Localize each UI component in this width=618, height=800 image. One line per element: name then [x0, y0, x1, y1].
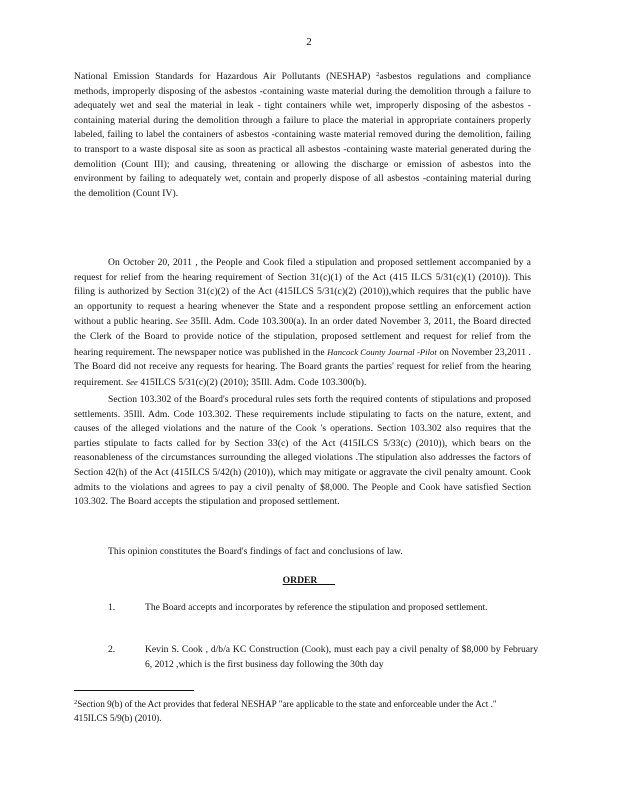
page-number: 2: [306, 36, 312, 48]
footnote-marker: 2: [74, 699, 78, 706]
order-item-text: Kevin S. Cook , d/b/a KC Construction (Cook), must each pay a civil penalty of $8,000 by February 6, 2012 ,which is the first business day following the 30th day: [145, 644, 538, 670]
p4-text: This opinion constitutes the Board's findings of fact and conclusions of law.: [108, 546, 403, 557]
see-citation-1: See: [175, 316, 188, 327]
paragraph-section-103302: [74, 393, 531, 510]
see-citation-2: See: [125, 376, 138, 387]
p1-post: asbestos regulations and compliance methods, improperly disposing of the asbestos -containing waste material during the demolition through a failure to adequately wet and seal the material in leak - tight containers while wet, improperly disposing of the asbestos -containing material during the demolition through a failure to place the material in appropriate containers properly labeled, failing to label the containers of asbestos -containing waste material removed during the demolition, failing to transport to a waste disposal site as soon as practical all asbestos -containing waste material generated during the demolition (Count III); and causing, threatening or allowing the discharge or emission of asbestos into the environment by failing to adequately wet, contain and properly dispose of all asbestos -containing material during the demolition (Count IV).: [74, 71, 531, 199]
p1-pre: National Emission Standards for Hazardous Air Pollutants (NESHAP): [74, 71, 371, 82]
paragraph-stipulation: [74, 256, 531, 390]
footnote: [74, 697, 504, 725]
order-item-text: The Board accepts and incorporates by reference the stipulation and proposed settlement.: [145, 602, 488, 613]
p2-b: 35Ill. Adm. Code 103.300(a). In an order dated November 3, 2011, the Board directed the Clerk of the Board to provide notice of the stipulation, proposed settlement and request for relief from the hearing requirement. The newspaper notice was published in the: [74, 316, 532, 358]
footnote-text: Section 9(b) of the Act provides that federal NESHAP "are applicable to the state and enforceable under the Act ." 415ILCS 5/9(b) (2010).: [74, 699, 497, 723]
paragraph-counts: [74, 70, 531, 201]
paragraph-opinion: [74, 545, 531, 560]
p3-text: Section 103.302 of the Board's procedural rules sets forth the required contents of stipulations and proposed settlements. 35Ill. Adm. Code 103.302. These requirements include stipulating to facts on the nature, extent, and causes of the alleged violations and the nature of the Cook 's operations. Section 103.302 also requires that the parties stipulate to facts called for by Section 33(c) of the Act (415ILCS 5/33(c) (2010)), which bears on the reasonableness of the circumstances surrounding the alleged violations .The stipulation also addresses the factors of Section 42(h) of the Act (415ILCS 5/42(h) (2010)), which may mitigate or aggravate the civil penalty amount. Cook admits to the violations and agrees to pay a civil penalty of $8,000. The People and Cook have satisfied Section 103.302. The Board accepts the stipulation and proposed settlement.: [74, 394, 531, 508]
order-item-number: 2.: [108, 644, 116, 655]
p2-c: on November 23,2011 . The Board did not receive any requests for hearing. The Board grants the parties' request for relief from the hearing requirement.: [74, 346, 531, 388]
footnote-ref: 2: [376, 71, 380, 78]
p2-d: 415ILCS 5/31(c)(2) (2010); 35Ill. Adm. Code 103.300(b).: [140, 376, 367, 388]
footnote-divider: [74, 690, 194, 691]
p2-a: On October 20, 2011 , the People and Cook filed a stipulation and proposed settlement accompanied by a request for relief from the hearing requirement of Section 31(c)(1) of the Act (415 ILCS 5/31(c)(1) (2010)). This filing is authorized by Section 31(c)(2) of the Act (415ILCS 5/31(c)(2) (2010)),which requires that the public have an opportunity to request a hearing whenever the State and a respondent propose settling an enforcement action without a public hearing.: [74, 257, 531, 328]
newspaper-name: Hancock County Journal -Pilot: [327, 346, 437, 357]
order-item-number: 1.: [108, 602, 116, 613]
order-heading: ORDER: [0, 575, 618, 586]
